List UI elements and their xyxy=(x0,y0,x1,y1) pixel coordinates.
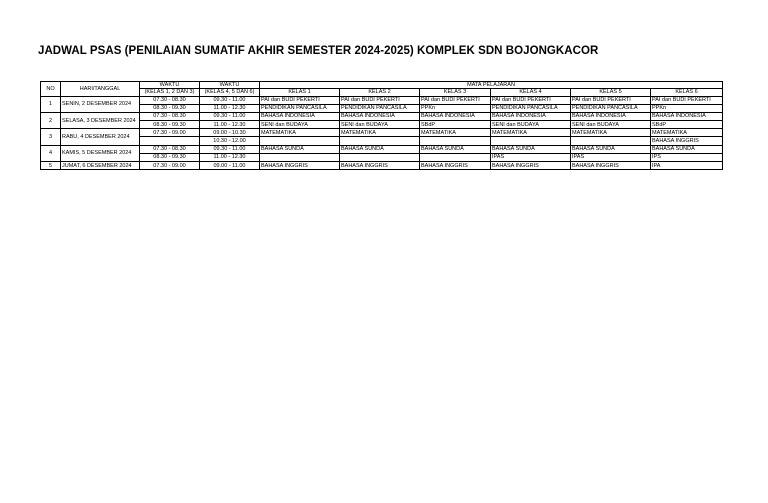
subject-cell xyxy=(420,137,491,145)
subject-cell: MATEMATIKA xyxy=(491,129,571,137)
subject-cell: PPKn xyxy=(420,104,491,112)
header-waktu-1: WAKTU xyxy=(140,82,200,89)
time-cell: 11.00 - 12.30 xyxy=(200,104,260,112)
subject-cell: BAHASA INDONESIA xyxy=(260,112,340,120)
day-date: JUMAT, 6 DESEMBER 2024 xyxy=(61,162,140,170)
subject-cell: MATEMATIKA xyxy=(651,129,723,137)
day-number: 1 xyxy=(41,96,61,112)
time-cell: 07.30 - 08.30 xyxy=(140,145,200,153)
table-row xyxy=(41,129,723,137)
time-cell: 10.30 - 12.00 xyxy=(200,137,260,145)
day-date: KAMIS, 5 DESEMBER 2024 xyxy=(61,145,140,161)
time-cell: 09.00 - 11.00 xyxy=(200,162,260,170)
header-kelas-4: KELAS 4 xyxy=(491,89,571,97)
subject-cell: SBdP xyxy=(420,121,491,129)
table-row xyxy=(41,162,723,170)
time-cell: 09.30 - 11.00 xyxy=(200,96,260,104)
table-row xyxy=(41,145,723,153)
table-row xyxy=(41,96,723,104)
header-kelas-2: KELAS 2 xyxy=(340,89,420,97)
subject-cell: IPAS xyxy=(571,153,651,161)
subject-cell: SENI dan BUDAYA xyxy=(571,121,651,129)
subject-cell xyxy=(260,153,340,161)
subject-cell: PAI dan BUDI PEKERTI xyxy=(571,96,651,104)
table-row xyxy=(41,112,723,120)
time-cell: 07.30 - 08.30 xyxy=(140,112,200,120)
header-no: NO xyxy=(41,82,61,97)
table-row xyxy=(41,104,723,112)
header-kelas-3: KELAS 3 xyxy=(420,89,491,97)
subject-cell: BAHASA INGGRIS xyxy=(491,162,571,170)
header-day: HARI/TANGGAL xyxy=(61,82,140,97)
subject-cell: PENDIDIKAN PANCASILA xyxy=(491,104,571,112)
table-row xyxy=(41,153,723,161)
subject-cell: IPS xyxy=(651,153,723,161)
subject-cell: BAHASA INDONESIA xyxy=(420,112,491,120)
subject-cell: BAHASA INGGRIS xyxy=(651,137,723,145)
page-title: JADWAL PSAS (PENILAIAN SUMATIF AKHIR SEMESTER 2024-2025) KOMPLEK SDN BOJONGKACOR xyxy=(38,45,599,57)
time-cell: 11.00 - 12.30 xyxy=(200,121,260,129)
time-cell: 09.30 - 11.00 xyxy=(200,145,260,153)
subject-cell: BAHASA SUNDA xyxy=(420,145,491,153)
subject-cell: IPA xyxy=(651,162,723,170)
header-subjects: MATA PELAJARAN xyxy=(260,82,723,89)
subject-cell xyxy=(571,137,651,145)
subject-cell: BAHASA INDONESIA xyxy=(340,112,420,120)
subject-cell: BAHASA INGGRIS xyxy=(260,162,340,170)
time-cell: 11.00 - 12.30 xyxy=(200,153,260,161)
subject-cell: BAHASA INGGRIS xyxy=(420,162,491,170)
day-number: 4 xyxy=(41,145,61,161)
table-row xyxy=(41,137,723,145)
subject-cell: SENI dan BUDAYA xyxy=(260,121,340,129)
subject-cell: MATEMATIKA xyxy=(571,129,651,137)
day-number: 3 xyxy=(41,129,61,145)
subject-cell: PPKn xyxy=(651,104,723,112)
subject-cell xyxy=(420,153,491,161)
subject-cell: BAHASA INDONESIA xyxy=(491,112,571,120)
subject-cell: SENI dan BUDAYA xyxy=(491,121,571,129)
subject-cell: MATEMATIKA xyxy=(340,129,420,137)
header-kelas-6: KELAS 6 xyxy=(651,89,723,97)
subject-cell: PENDIDIKAN PANCASILA xyxy=(571,104,651,112)
subject-cell: PAI dan BUDI PEKERTI xyxy=(420,96,491,104)
time-cell: 07.30 - 08.30 xyxy=(140,96,200,104)
subject-cell: BAHASA SUNDA xyxy=(571,145,651,153)
subject-cell xyxy=(340,137,420,145)
subject-cell: BAHASA INGGRIS xyxy=(571,162,651,170)
subject-cell: PAI dan BUDI PEKERTI xyxy=(260,96,340,104)
subject-cell xyxy=(491,137,571,145)
subject-cell: BAHASA INDONESIA xyxy=(571,112,651,120)
subject-cell: PAI dan BUDI PEKERTI xyxy=(491,96,571,104)
header-kelas-1: KELAS 1 xyxy=(260,89,340,97)
subject-cell: PENDIDIKAN PANCASILA xyxy=(260,104,340,112)
time-cell: 08.30 - 09.30 xyxy=(140,104,200,112)
subject-cell: BAHASA SUNDA xyxy=(491,145,571,153)
header-kelas-5: KELAS 5 xyxy=(571,89,651,97)
time-cell: 07.30 - 09.00 xyxy=(140,162,200,170)
subject-cell xyxy=(260,137,340,145)
table-row xyxy=(41,121,723,129)
day-number: 2 xyxy=(41,112,61,128)
time-cell: 07.30 - 09.00 xyxy=(140,129,200,137)
day-date: SELASA, 3 DESEMBER 2024 xyxy=(61,112,140,128)
subject-cell: BAHASA INDONESIA xyxy=(651,112,723,120)
time-cell: 08.30 - 09.30 xyxy=(140,121,200,129)
subject-cell: PAI dan BUDI PEKERTI xyxy=(340,96,420,104)
subject-cell: PENDIDIKAN PANCASILA xyxy=(340,104,420,112)
subject-cell: MATEMATIKA xyxy=(420,129,491,137)
subject-cell: IPAS xyxy=(491,153,571,161)
day-number: 5 xyxy=(41,162,61,170)
subject-cell: BAHASA SUNDA xyxy=(340,145,420,153)
header-waktu-1-sub: (KELAS 1, 2 DAN 3) xyxy=(140,89,200,97)
subject-cell xyxy=(340,153,420,161)
time-cell: 09.00 - 10.30 xyxy=(200,129,260,137)
subject-cell: BAHASA SUNDA xyxy=(260,145,340,153)
day-date: SENIN, 2 DESEMBER 2024 xyxy=(61,96,140,112)
subject-cell: MATEMATIKA xyxy=(260,129,340,137)
time-cell: 09.30 - 11.00 xyxy=(200,112,260,120)
subject-cell: PAI dan BUDI PEKERTI xyxy=(651,96,723,104)
time-cell: 08.30 - 09.30 xyxy=(140,153,200,161)
header-waktu-2-sub: (KELAS 4, 5 DAN 6) xyxy=(200,89,260,97)
time-cell xyxy=(140,137,200,145)
header-waktu-2: WAKTU xyxy=(200,82,260,89)
subject-cell: BAHASA SUNDA xyxy=(651,145,723,153)
schedule-table xyxy=(40,81,723,170)
subject-cell: SBdP xyxy=(651,121,723,129)
subject-cell: SENI dan BUDAYA xyxy=(340,121,420,129)
subject-cell: BAHASA INGGRIS xyxy=(340,162,420,170)
day-date: RABU, 4 DESEMBER 2024 xyxy=(61,129,140,145)
